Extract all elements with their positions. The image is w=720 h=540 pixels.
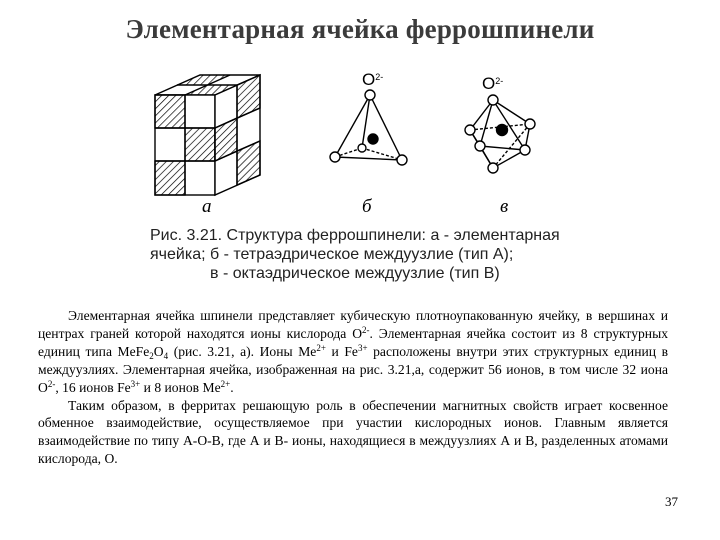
figure-3-21 [140,60,560,220]
cube-unit-cell [155,75,260,195]
caption-line-2: ячейка; б - тетраэдрическое междуузлие (тип A); [150,246,514,263]
tetrahedron [330,90,407,165]
figure-caption [150,226,580,283]
paragraph-2: Таким образом, в ферритах решающую роль в обеспечении магнитных свойств играет косвенное обменное взаимодействие, осуществляемое при участии кислородных ионов. Главным является взаимодействие по типу А-О-В, где А и В- ионы, находящиеся в междуузлиях А и В, разделенных атомами кислорода, О. [38,397,668,467]
caption-line-3: в - октаэдрическое междуузлие (тип B) [210,265,500,282]
figure-label-v: в [500,196,509,217]
ion-label-v: $O^{2-}$ [482,74,504,93]
caption-line-1: Рис. 3.21. Структура феррошпинели: а - элементарная [150,227,560,244]
page-number: 37 [665,494,678,509]
slide-title: Элементарная ячейка феррошпинели [125,14,595,44]
figure-label-a: а [202,196,212,217]
octahedron [465,95,535,173]
figure-label-b: б [362,196,372,217]
body-text [38,307,668,468]
ion-label-b: $O^{2-}$ [362,70,384,89]
paragraph-1: Элементарная ячейка шпинели представляет кубическую плотноупакованную ячейку, в вершинах и центрах граней которой находятся ионы кислорода $O^{2-}$. Элементарная ячейка состоит из 8 структурных единиц типа $MeFe_2O_4$ (рис. 3.21, а). Ионы $Me^{2+}$ и $Fe^{3+}$ расположены внутри этих структурных единиц в междуузлиях. Элементарная ячейка, изображенная на рис. 3.21,а, содержит 56 ионов, в том числе 32 иона $O^{2-}$, 16 ионов $Fe^{3+}$ и 8 ионов $Me^{2+}$. [38,308,669,395]
